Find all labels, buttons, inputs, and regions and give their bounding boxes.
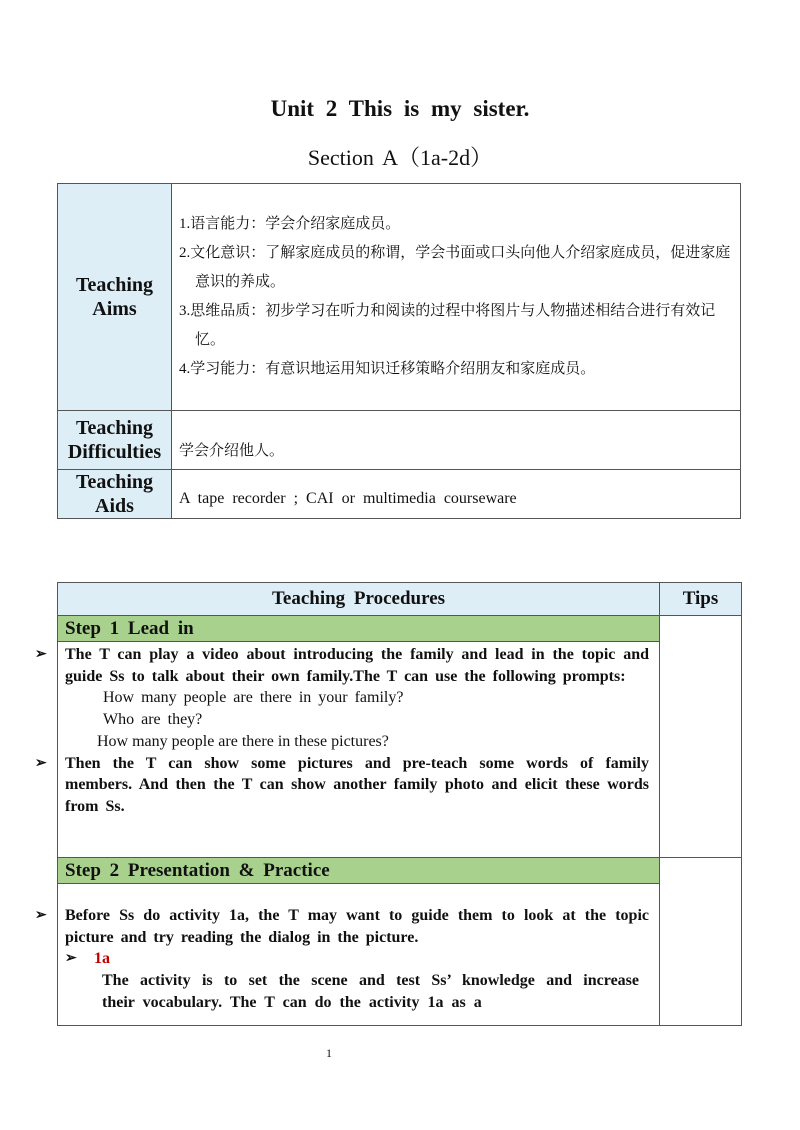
prompt-question: How many people are there in your family?	[103, 689, 404, 707]
step2-heading: Step 2 Presentation & Practice	[58, 858, 659, 884]
tips-header: Tips	[660, 583, 742, 616]
step2-cell	[35, 858, 660, 1026]
teaching-difficulties-text: 学会介绍他人。	[179, 442, 285, 459]
arrow-bullet-icon: ➢	[35, 755, 47, 771]
step2-tips-cell	[660, 858, 742, 1026]
activity-1a-paragraph: The activity is to set the scene and test Ss’ knowledge and increase their vocabulary. The T can do the activity 1a as a	[102, 972, 639, 1012]
step1-paragraph-text: Then the T can show some pictures and pre-teach some words of family members. And then the T can show another family photo and elicit these words from Ss.	[65, 754, 649, 815]
teaching-aids-content	[172, 470, 741, 519]
procedures-header: Teaching Procedures	[58, 583, 660, 616]
step1-tips-cell	[660, 616, 742, 858]
aim-item: 3.思维品质：初步学习在听力和阅读的过程中将图片与人物描述相结合进行有效记忆。	[179, 303, 716, 348]
teaching-aims-label	[58, 184, 172, 411]
teaching-aids-text: A tape recorder ; CAI or multimedia courseware	[179, 490, 517, 507]
arrow-bullet-icon: ➢	[35, 908, 47, 923]
arrow-bullet-icon: ➢	[65, 951, 77, 967]
arrow-bullet-icon: ➢	[35, 647, 47, 662]
teaching-aids-label-text: Teaching Aids	[75, 471, 154, 517]
teaching-procedures-table	[35, 582, 742, 1026]
step1-paragraph	[35, 644, 659, 687]
activity-1a-label: 1a	[94, 950, 110, 968]
teaching-difficulties-label-text: Teaching Difficulties	[67, 417, 162, 463]
teaching-difficulties-content	[172, 411, 741, 470]
teaching-difficulties-label	[58, 411, 172, 470]
aim-item: 4.学习能力：有意识地运用知识迁移策略介绍朋友和家庭成员。	[179, 361, 596, 377]
page-number: 1	[326, 1046, 332, 1060]
step1-paragraph-text: The T can play a video about introducing the family and lead in the topic and guide Ss to talk about their own family.The T can use the following prompts:	[65, 646, 649, 685]
teaching-aims-label-text: Teaching Aims	[75, 274, 154, 320]
teaching-aims-table	[57, 183, 741, 519]
aim-item: 2.文化意识：了解家庭成员的称谓，学会书面或口头向他人介绍家庭成员，促进家庭意识的养成。	[179, 245, 731, 290]
step1-cell	[35, 616, 660, 858]
teaching-aims-content	[172, 184, 741, 411]
unit-title: Unit 2 This is my sister.	[270, 96, 530, 121]
activity-1a-heading	[58, 948, 659, 970]
prompt-question: Who are they?	[103, 711, 203, 729]
step2-paragraph-text: Before Ss do activity 1a, the T may want to guide them to look at the topic picture and try reading the dialog in the picture.	[65, 907, 649, 946]
aim-item: 1.语言能力：学会介绍家庭成员。	[179, 216, 401, 232]
prompt-question: How many people are there in these pictures?	[97, 732, 389, 750]
step1-paragraph	[35, 753, 659, 818]
teaching-aids-label	[58, 470, 172, 519]
step2-paragraph	[35, 905, 659, 948]
step1-heading: Step 1 Lead in	[58, 616, 659, 642]
section-subtitle: Section A（1a-2d）	[307, 145, 493, 170]
